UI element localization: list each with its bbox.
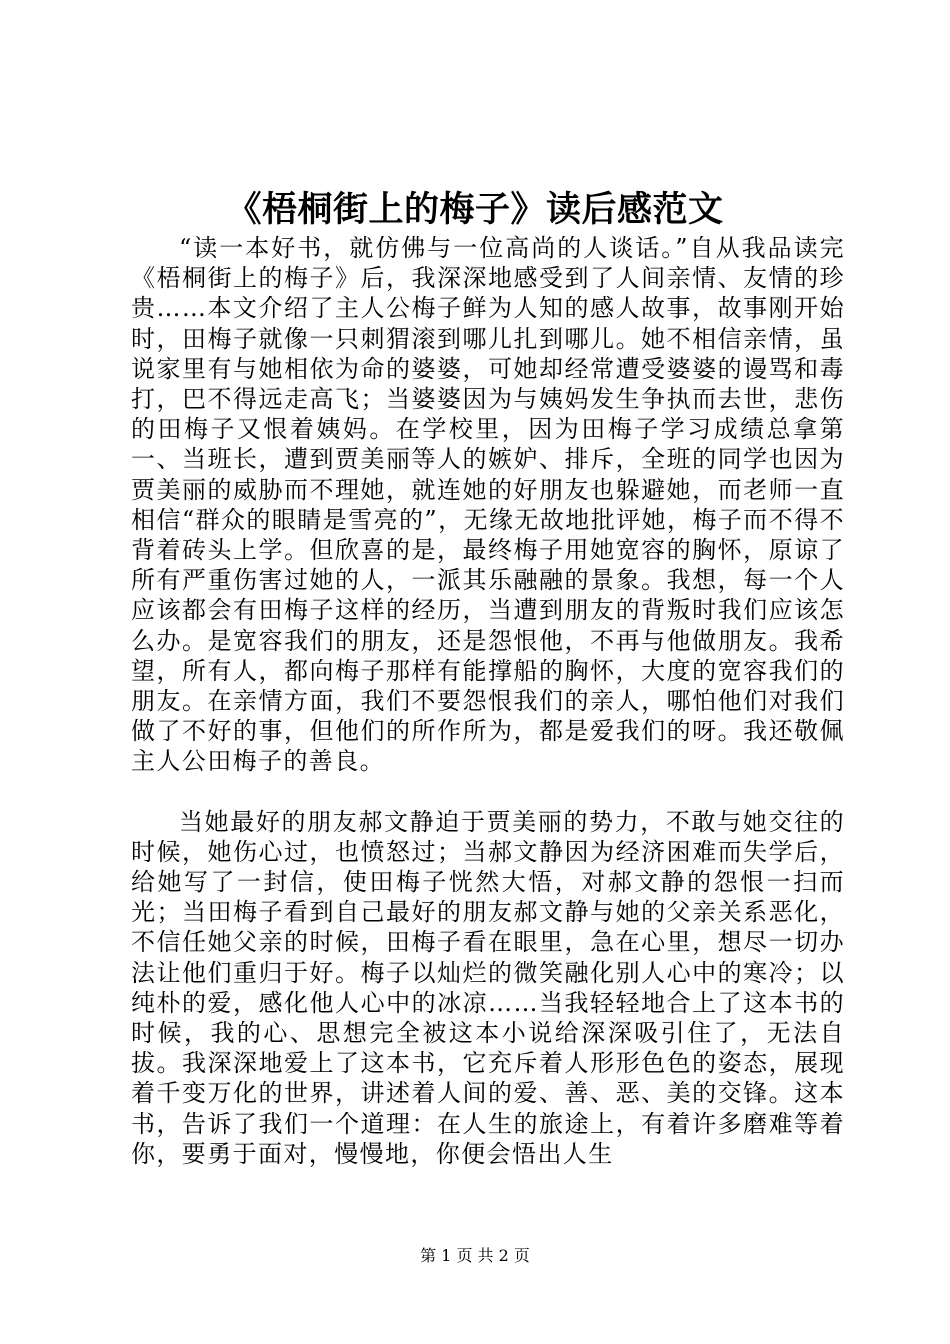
page-number-footer: 第 1 页 共 2 页 xyxy=(420,1246,530,1265)
paragraph-2: 当她最好的朋友郝文静迫于贾美丽的势力，不敢与她交往的时候，她伤心过，也愤怒过；当郝文静因为经济困难而失学后，给她写了一封信，使田梅子恍然大悟，对郝文静的怨恨一扫而光；当田梅子看到自己最好的朋友郝文静与她的父亲关系恶化，不信任她父亲的时候，田梅子看在眼里，急在心里，想尽一切办法让他们重归于好。梅子以灿烂的微笑融化别人心中的寒冷；以纯朴的爱，感化他人心中的冰凉……当我轻轻地合上了这本书的时候，我的心、思想完全被这本小说给深深吸引住了，无法自拔。我深深地爱上了这本书，它充斥着人形形色色的姿态，展现着千变万化的世界，讲述着人间的爱、善、恶、美的交锋。这本书，告诉了我们一个道理：在人生的旅途上，有着许多磨难等着你，要勇于面对，慢慢地，你便会悟出人生 xyxy=(131,807,845,1168)
paragraph-spacer xyxy=(131,777,845,807)
paragraph-1: “读一本好书，就仿佛与一位高尚的人谈话。”自从我品读完《梧桐街上的梅子》后，我深深地感受到了人间亲情、友情的珍贵……本文介绍了主人公梅子鲜为人知的感人故事，故事刚开始时，田梅子就像一只刺猬滚到哪儿扎到哪儿。她不相信亲情，虽说家里有与她相依为命的婆婆，可她却经常遭受婆婆的谩骂和毒打，巴不得远走高飞；当婆婆因为与姨妈发生争执而去世，悲伤的田梅子又恨着姨妈。在学校里，因为田梅子学习成绩总拿第一、当班长，遭到贾美丽等人的嫉妒、排斥，全班的同学也因为贾美丽的威胁而不理她，就连她的好朋友也躲避她，而老师一直相信“群众的眼睛是雪亮的”，无缘无故地批评她，梅子而不得不背着砖头上学。但欣喜的是，最终梅子用她宽容的胸怀，原谅了所有严重伤害过她的人，一派其乐融融的景象。我想，每一个人应该都会有田梅子这样的经历，当遭到朋友的背叛时我们应该怎么办。是宽容我们的朋友，还是怨恨他，不再与他做朋友。我希望，所有人，都向梅子那样有能撑船的胸怀，大度的宽容我们的朋友。在亲情方面，我们不要怨恨我们的亲人，哪怕他们对我们做了不好的事，但他们的所作所为，都是爱我们的呀。我还敬佩主人公田梅子的善良。 xyxy=(131,234,845,776)
document-body xyxy=(131,233,845,1169)
document-title: 《梧桐街上的梅子》读后感范文 xyxy=(226,189,724,230)
